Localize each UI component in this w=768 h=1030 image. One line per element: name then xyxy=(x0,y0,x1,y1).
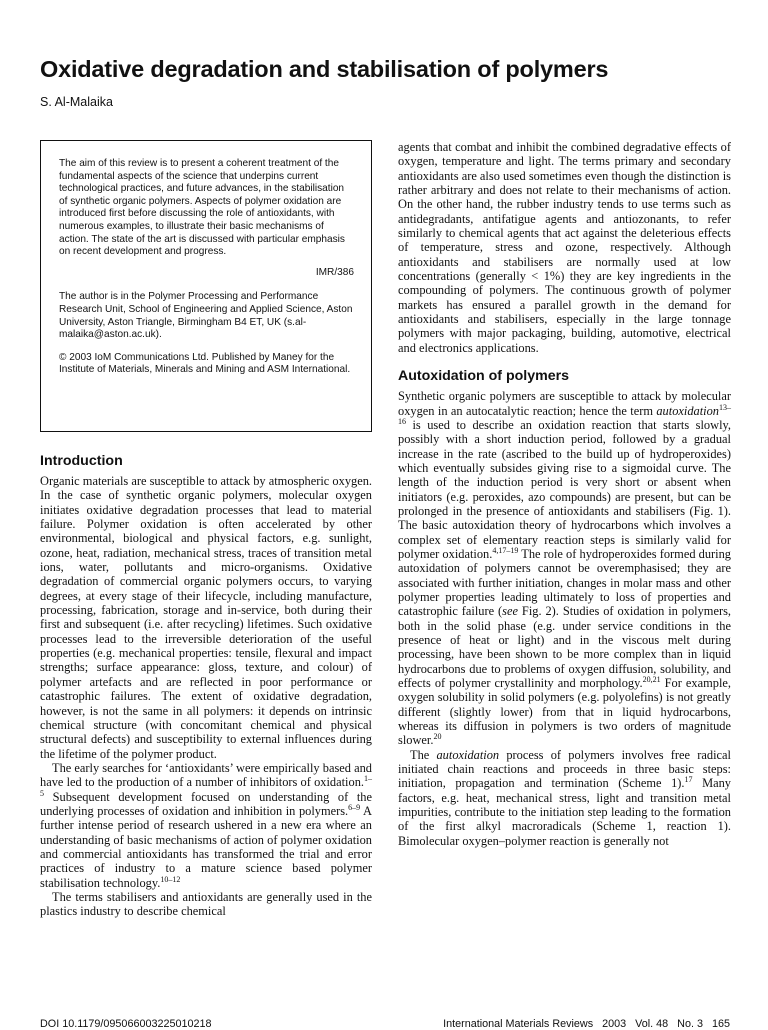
continuation-paragraph xyxy=(398,140,731,355)
text-span: A further intense period of research ushered in a new era where an understanding of basic mechanisms of action of polymer oxidation and commercial antioxidants has transformed the trial and error practices of industry to a mature science based polymer stabilisation technology. xyxy=(40,803,372,890)
text-span: process of polymers involves free radical initiated chain reactions and proceeds in three basic steps: initiation, propagation and termination (Scheme 1). xyxy=(398,747,731,791)
text-span: The terms stabilisers and antioxidants are generally used in the plastics industry to describe chemical xyxy=(40,889,372,919)
term-italic: autoxidation xyxy=(656,403,719,418)
autoxidation-paragraph xyxy=(398,389,731,748)
introduction-body xyxy=(40,474,372,919)
intro-paragraph xyxy=(40,474,372,761)
abstract-ref-code: IMR/386 xyxy=(315,266,354,278)
citation: 1–5 xyxy=(40,774,372,798)
citation: 10–12 xyxy=(160,874,181,884)
right-column xyxy=(398,140,731,848)
see-italic: see xyxy=(502,604,518,619)
text-span: For example, oxygen solubility in solid polymers (e.g. polyolefins) is not greatly different (slightly lower) from that in liquid hydrocarbons, whereas its diffusion in polymers is two orders of magnitude slower. xyxy=(398,676,731,748)
term-italic: autoxidation xyxy=(436,747,500,762)
text-span: agents that combat and inhibit the combined degradative effects of oxygen, temperature and light. The terms primary and secondary antioxidants are also used sometimes even though the distinction is rather arbitrary and does not relate to their mechanisms of action. On the other hand, the rubber industry tends to use terms such as antidegradants, antifatigue agents and antiozonants, to refer similarly to chemical agents that act against the deleterious effects of temperature, stress and ozone, respectively. Although antioxidants and stabilisers are normally used at low concentrations (generally < 1%) they are key ingredients in the compounding of polymers. The continuous growth of polymer markets has ensured a parallel growth in the demand for antioxidants and stabilisers, especially in the large tonnage polymers with major packaging, building, automotive, electrical and electronics applications. xyxy=(398,140,731,355)
introduction-heading: Introduction xyxy=(40,453,123,469)
citation: 13–16 xyxy=(398,402,731,426)
author-affiliation: The author is in the Polymer Processing and Performance Research Unit, School of Engineering and Applied Science, Aston University, Aston Triangle, Birmingham B4 ET, UK (s.al-malaika@aston.ac.uk). xyxy=(59,291,353,341)
author-name: S. Al-Malaika xyxy=(40,95,113,109)
intro-paragraph xyxy=(40,890,372,919)
citation: 6–9 xyxy=(348,802,361,812)
doi-link[interactable]: DOI 10.1179/095066003225010218 xyxy=(40,1018,212,1030)
left-column xyxy=(40,140,372,919)
text-span: The early searches for ‘antioxidants’ were empirically based and have led to the production of a number of inhibitors of oxidation. xyxy=(40,760,372,790)
autoxidation-heading: Autoxidation of polymers xyxy=(398,368,570,385)
intro-paragraph xyxy=(40,761,372,890)
citation: 17 xyxy=(684,775,693,785)
copyright-notice: © 2003 IoM Communications Ltd. Published by Maney for the Institute of Materials, Minerals and Mining and ASM International. xyxy=(59,351,351,376)
citation: 20 xyxy=(433,732,442,742)
autoxidation-body xyxy=(398,389,731,848)
right-column-continuation xyxy=(398,140,731,355)
text-span: Synthetic organic polymers are susceptible to attack by molecular oxygen in an autocatalytic reaction; hence the term xyxy=(398,389,731,418)
citation: 20,21 xyxy=(642,675,661,685)
abstract-text: The aim of this review is to present a coherent treatment of the fundamental aspects of the science that underpins current technological practices, and future advances, in the stabilisation of synthetic organic polymers. Aspects of polymer oxidation are introduced first before discussing the role of antioxidants, with numerous examples, to illustrate their basic mechanisms of action. The state of the art is discussed with particular emphasis on recent development and progress. xyxy=(59,158,345,258)
text-span: The role of hydroperoxides formed during autoxidation of polymers cannot be overemphasised; they are associated with further initiation, changes in molar mass and other polymer properties leading ultimately to loss of properties and catastrophic failure ( xyxy=(398,546,732,619)
autoxidation-paragraph xyxy=(398,748,731,848)
text-span: Organic materials are susceptible to attack by atmospheric oxygen. In the case of synthetic organic polymers, molecular oxygen initiates oxidative degradation processes that lead to material failure. Polymer oxidation is often accelerated by other environmental, biological and physical factors, e.g. sunlight, ozone, heat, radiation, mechanical stress, traces of transition metal ions, water, pollutants and micro-organisms. Oxidative degradation of commercial organic polymers occurs, to varying degrees, at every stage of their lifecycle, including manufacture, processing, fabrication, storage and in-service, both during their first and subsequent (i.e. after recycling) lifetimes. Such oxidative processes lead to the irreversible deterioration of the useful properties (e.g. mechanical properties: tensile, flexural and impact strengths; surface appearance: gloss, texture, and colour) of polymer artefacts and are reflected in poor performance or catastrophic failures. The extent of oxidative degradation, however, is not the same in all polymers: it depends on intrinsic chemical structure (with concomitant chemical and physical structural defects) and susceptibility to external influences during the lifetime of the polymer product. xyxy=(40,474,372,761)
abstract-box xyxy=(40,140,372,432)
journal-citation: International Materials Reviews 2003 Vol. 48 No. 3 165 xyxy=(443,1018,730,1030)
text-span: Many factors, e.g. heat, mechanical stress, light and transition metal impurities, contribute to the initiation step leading to the formation of the first alkyl macroradicals (Scheme 1, reaction 1). Bimolecular oxygen–polymer reaction is generally not xyxy=(398,776,731,848)
citation: 4,17–19 xyxy=(492,545,519,555)
text-span: Subsequent development focused on understanding of the underlying processes of oxidation and inhibition in polymers. xyxy=(40,789,372,818)
text-span: The xyxy=(410,747,437,762)
text-span: Fig. 2). Studies of oxidation in polymers, both in the solid phase (e.g. under service conditions in the presence of heat or light) and in the viscous melt during processing, have been shown to be more complex than in liquid hydrocarbons due to problems of oxygen diffusion, solubility, and effects of polymer crystallinity and morphology. xyxy=(398,604,731,691)
text-span: is used to describe an oxidation reaction that starts slowly, possibly with a short induction period, followed by a gradual increase in the rate (ascribed to the build up of hydroperoxides) which eventually subsides giving rise to a sigmoidal curve. The length of the induction period is very short or absent when initiators (e.g. peroxides, azo compounds) are present, but can be prolonged in the presence of antioxidants and stabilisers (Fig. 1). The basic autoxidation theory of hydrocarbons which involves a complex set of elementary reaction steps is similarly valid for polymer oxidation. xyxy=(398,417,731,561)
article-title: Oxidative degradation and stabilisation of polymers xyxy=(40,56,609,82)
